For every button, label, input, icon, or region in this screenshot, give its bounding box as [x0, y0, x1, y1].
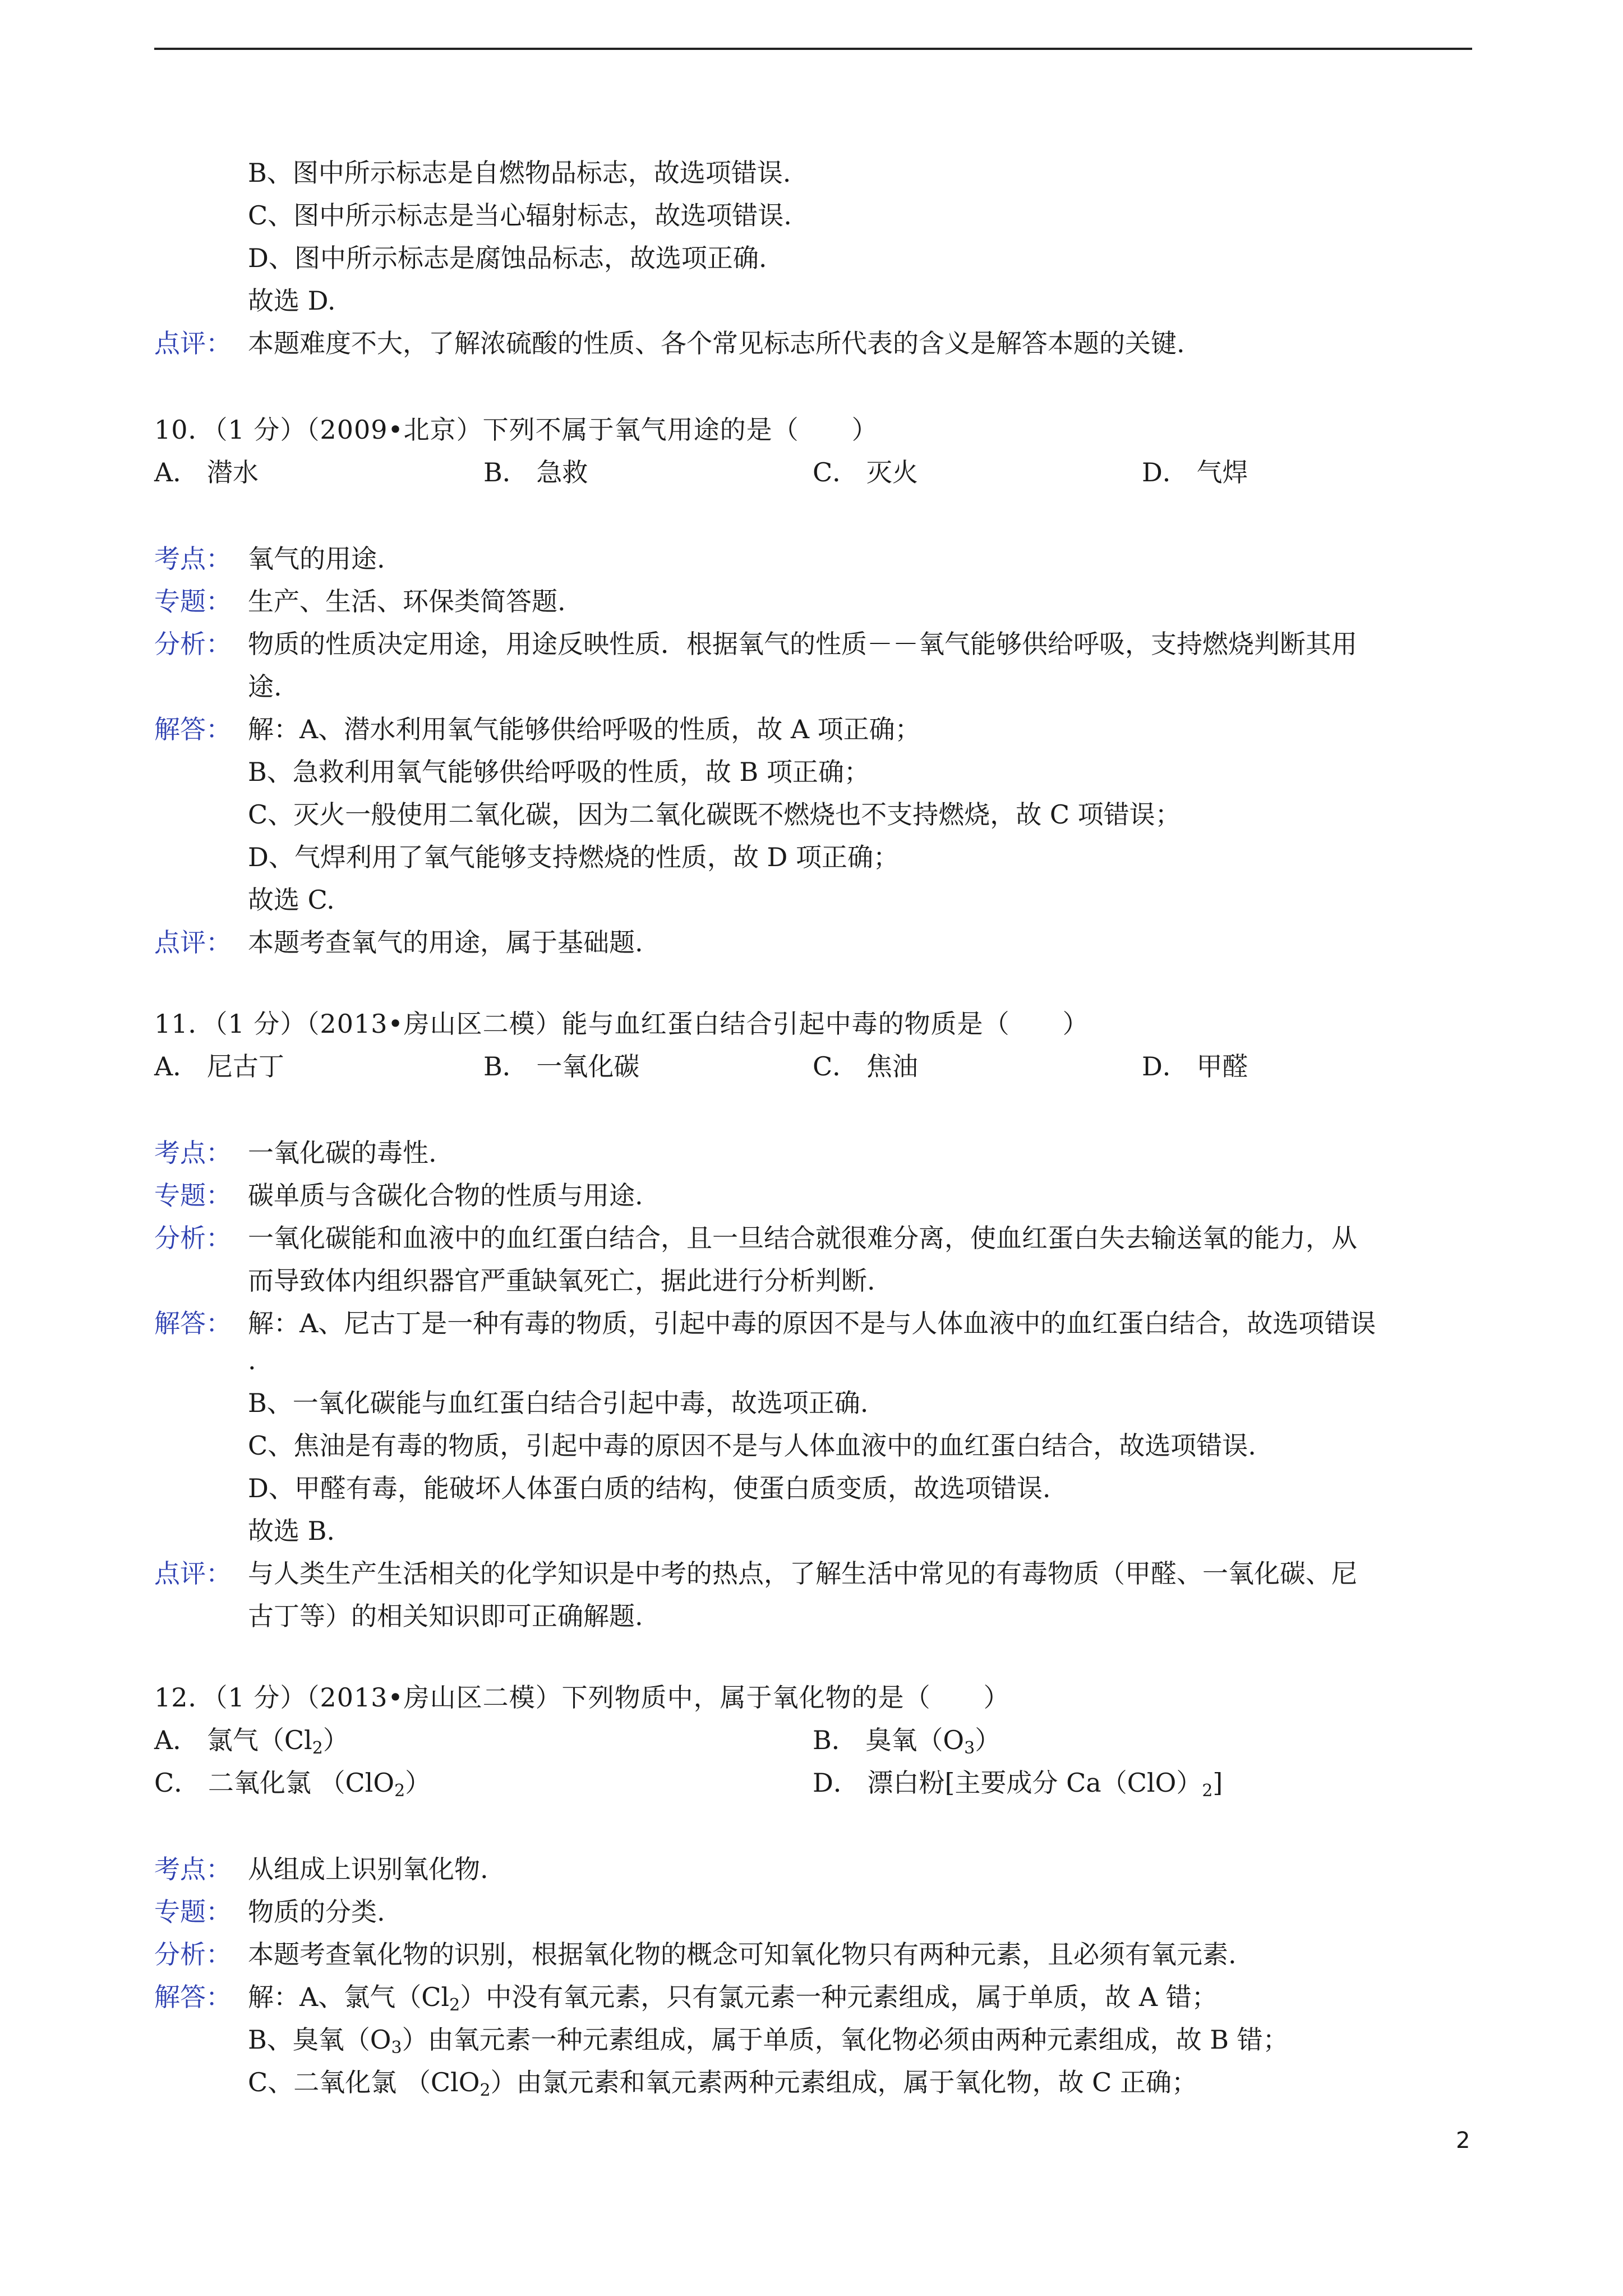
q12-option-a [154, 1723, 349, 1757]
q12-jieda-line3-subscript: 2 [479, 2081, 491, 2100]
q11-dianping-line1: 与人类生产生活相关的化学知识是中考的热点，了解生活中常见的有毒物质（甲醛、一氧化碳、尼 [248, 1558, 1357, 1589]
q10-fenxi-line1: 物质的性质决定用途，用途反映性质．根据氧气的性质－－氧气能够供给呼吸，支持燃烧判断其用 [248, 629, 1357, 659]
q12-option-a-close: ） [322, 1725, 349, 1755]
q12-kaodian: 从组成上识别氧化物. [248, 1854, 488, 1884]
q10-option-a: A． 潜水 [154, 457, 259, 487]
q10-kaodian-label: 考点： [154, 544, 232, 574]
q11-dianping-label: 点评： [154, 1558, 232, 1589]
q11-dianping-line2: 古丁等）的相关知识即可正确解题. [248, 1601, 643, 1631]
q12-option-a-subscript: 2 [312, 1738, 323, 1758]
q10-zhuanti: 生产、生活、环保类简答题. [248, 586, 566, 616]
q11-fenxi-line2: 而导致体内组织器官严重缺氧死亡，据此进行分析判断. [248, 1266, 875, 1296]
q12-option-b [813, 1723, 1000, 1757]
q9-answer: 故选 D. [248, 286, 336, 316]
q11-jieda-line2: B、一氧化碳能与血红蛋白结合引起中毒，故选项正确. [248, 1388, 869, 1418]
q11-kaodian: 一氧化碳的毒性. [248, 1138, 437, 1168]
q12-jieda-line2-end: ）由氧元素一种元素组成，属于单质，氧化物必须由两种元素组成，故 B 错； [402, 2024, 1289, 2055]
q11-question: 11．（1 分）（2013•房山区二模）能与血红蛋白结合引起中毒的物质是（ ） [154, 1009, 1089, 1039]
q12-option-c [154, 1766, 431, 1800]
q10-jieda-line2: B、急救利用氧气能够供给呼吸的性质，故 B 项正确； [248, 757, 870, 787]
q10-dianping-label: 点评： [154, 927, 232, 958]
q12-jieda-line1-subscript: 2 [449, 1995, 460, 2015]
q11-jieda-line5: 故选 B. [248, 1516, 335, 1546]
q10-fenxi-line2: 途. [248, 671, 282, 702]
q12-jieda-line3-end: ）由氯元素和氧元素两种元素组成，属于氧化物，故 C 正确； [490, 2067, 1197, 2097]
q12-option-d-close: ] [1212, 1768, 1223, 1798]
q9-option-d-explanation: D、图中所示标志是腐蚀品标志，故选项正确. [248, 243, 767, 273]
q10-option-b: B． 急救 [483, 457, 588, 487]
q10-option-c: C． 灭火 [813, 457, 918, 487]
q10-option-d: D． 气焊 [1142, 457, 1248, 487]
q10-kaodian: 氧气的用途. [248, 544, 385, 574]
q10-jieda-line5: 故选 C. [248, 885, 335, 915]
q10-jieda-label: 解答： [154, 714, 232, 744]
q12-jieda-line2 [248, 2023, 1289, 2056]
q11-zhuanti-label: 专题： [154, 1180, 232, 1211]
q12-option-d-text: D． 漂白粉[主要成分 Ca（ClO） [813, 1768, 1202, 1798]
q10-zhuanti-label: 专题： [154, 586, 232, 616]
q11-kaodian-label: 考点： [154, 1138, 232, 1168]
q10-question: 10．（1 分）（2009•北京）下列不属于氧气用途的是（ ） [154, 415, 878, 445]
q12-option-d [813, 1766, 1223, 1800]
q11-option-c: C． 焦油 [813, 1051, 918, 1082]
q11-jieda-line4: D、甲醛有毒，能破坏人体蛋白质的结构，使蛋白质变质，故选项错误. [248, 1473, 1051, 1503]
q10-fenxi-label: 分析： [154, 629, 232, 659]
q11-jieda-line1-tail: . [248, 1345, 256, 1375]
q12-fenxi-label: 分析： [154, 1939, 232, 1970]
q9-option-c-explanation: C、图中所示标志是当心辐射标志，故选项错误. [248, 200, 792, 231]
q12-option-c-close: ） [405, 1768, 431, 1798]
q12-option-b-close: ） [975, 1725, 1001, 1755]
q9-comment: 本题难度不大，了解浓硫酸的性质、各个常见标志所代表的含义是解答本题的关键. [248, 328, 1185, 358]
q12-zhuanti-label: 专题： [154, 1897, 232, 1927]
q11-option-a: A． 尼古丁 [154, 1051, 284, 1082]
header-rule [154, 48, 1472, 50]
q12-zhuanti: 物质的分类. [248, 1897, 385, 1927]
q11-jieda-line1: 解：A、尼古丁是一种有毒的物质，引起中毒的原因不是与人体血液中的血红蛋白结合，故选项错误 [248, 1308, 1376, 1338]
q12-option-c-subscript: 2 [394, 1781, 405, 1801]
q11-fenxi-label: 分析： [154, 1223, 232, 1253]
q10-jieda-line1: 解：A、潜水利用氧气能够供给呼吸的性质，故 A 项正确； [248, 714, 921, 744]
q11-option-d: D． 甲醛 [1142, 1051, 1248, 1082]
q10-jieda-line3: C、灭火一般使用二氧化碳，因为二氧化碳既不燃烧也不支持燃烧，故 C 项错误； [248, 799, 1181, 830]
q10-jieda-line4: D、气焊利用了氧气能够支持燃烧的性质，故 D 项正确； [248, 842, 900, 872]
q9-comment-label: 点评： [154, 328, 232, 358]
q11-jieda-label: 解答： [154, 1308, 232, 1338]
q12-jieda-line3 [248, 2065, 1197, 2099]
q10-dianping: 本题考查氧气的用途，属于基础题. [248, 927, 643, 958]
q12-option-b-text: B． 臭氧（O [813, 1725, 965, 1755]
q11-option-b: B． 一氧化碳 [483, 1051, 640, 1082]
q12-question: 12．（1 分）（2013•房山区二模）下列物质中，属于氧化物的是（ ） [154, 1682, 1010, 1713]
q12-option-d-subscript: 2 [1202, 1781, 1213, 1801]
q12-jieda-line2-subscript: 3 [391, 2038, 402, 2058]
q9-option-b-explanation: B、图中所示标志是自燃物品标志，故选项错误. [248, 158, 791, 188]
q12-fenxi: 本题考查氧化物的识别，根据氧化物的概念可知氧化物只有两种元素，且必须有氧元素. [248, 1939, 1237, 1970]
q11-fenxi-line1: 一氧化碳能和血液中的血红蛋白结合，且一旦结合就很难分离，使血红蛋白失去输送氧的能力，从 [248, 1223, 1357, 1253]
q12-option-a-text: A． 氯气（Cl [154, 1725, 312, 1755]
q12-jieda-line2-start: B、臭氧（O [248, 2024, 391, 2055]
q12-jieda-label: 解答： [154, 1982, 232, 2012]
q11-zhuanti: 碳单质与含碳化合物的性质与用途. [248, 1180, 643, 1211]
q12-kaodian-label: 考点： [154, 1854, 232, 1884]
q12-option-b-subscript: 3 [964, 1738, 975, 1758]
page-number: 2 [1456, 2128, 1470, 2154]
q12-jieda-line3-start: C、二氧化氯 （ClO [248, 2067, 480, 2097]
q12-jieda-line1-end: ）中没有氧元素，只有氯元素一种元素组成，属于单质，故 A 错； [460, 1982, 1218, 2012]
q12-jieda-line1-start: 解：A、氯气（Cl [248, 1982, 450, 2012]
q12-option-c-text: C． 二氧化氯 （ClO [154, 1768, 395, 1798]
q11-jieda-line3: C、焦油是有毒的物质，引起中毒的原因不是与人体血液中的血红蛋白结合，故选项错误. [248, 1430, 1256, 1461]
q12-jieda-line1 [248, 1980, 1218, 2014]
